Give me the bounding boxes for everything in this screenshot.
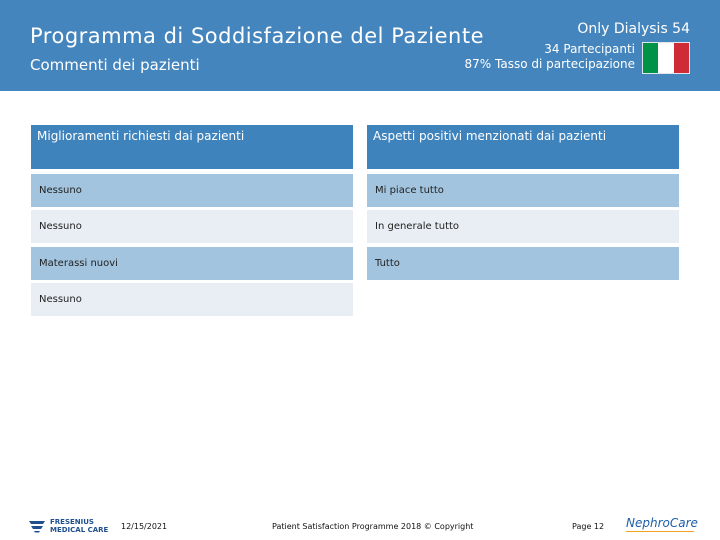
page-subtitle: Commenti dei pazienti bbox=[30, 56, 200, 74]
flag-stripe-red bbox=[674, 43, 689, 73]
footer-copyright: Patient Satisfaction Programme 2018 © Copyright bbox=[272, 522, 474, 531]
positive-item: Mi piace tutto bbox=[367, 174, 679, 207]
flag-stripe-green bbox=[643, 43, 658, 73]
brand-line-1: FRESENIUS bbox=[50, 518, 94, 526]
flag-stripe-white bbox=[658, 43, 673, 73]
fresenius-mark-icon bbox=[28, 519, 46, 533]
nephrocare-underline bbox=[626, 531, 694, 532]
participation-rate: 87% Tasso di partecipazione bbox=[464, 57, 635, 71]
clinic-name: Only Dialysis 54 bbox=[577, 21, 690, 37]
page-number: Page 12 bbox=[572, 522, 605, 531]
improvement-item: Nessuno bbox=[31, 174, 353, 207]
footer-date: 12/15/2021 bbox=[121, 522, 168, 531]
brand-line-2: MEDICAL CARE bbox=[50, 526, 109, 534]
participants-count: 34 Partecipanti bbox=[544, 42, 635, 56]
improvement-item: Materassi nuovi bbox=[31, 247, 353, 280]
positive-item: Tutto bbox=[367, 247, 679, 280]
improvement-item: Nessuno bbox=[31, 210, 353, 243]
header-banner bbox=[0, 0, 720, 91]
page-title: Programma di Soddisfazione del Paziente bbox=[30, 24, 485, 48]
nephrocare-logo: NephroCare bbox=[626, 516, 698, 530]
improvement-item: Nessuno bbox=[31, 283, 353, 316]
footer bbox=[0, 510, 720, 540]
italy-flag-icon bbox=[642, 42, 690, 74]
positive-item: In generale tutto bbox=[367, 210, 679, 243]
fresenius-logo bbox=[28, 518, 108, 534]
fresenius-wordmark bbox=[50, 518, 108, 534]
improvements-column-header: Miglioramenti richiesti dai pazienti bbox=[31, 125, 353, 169]
positives-column-header: Aspetti positivi menzionati dai pazienti bbox=[367, 125, 679, 169]
